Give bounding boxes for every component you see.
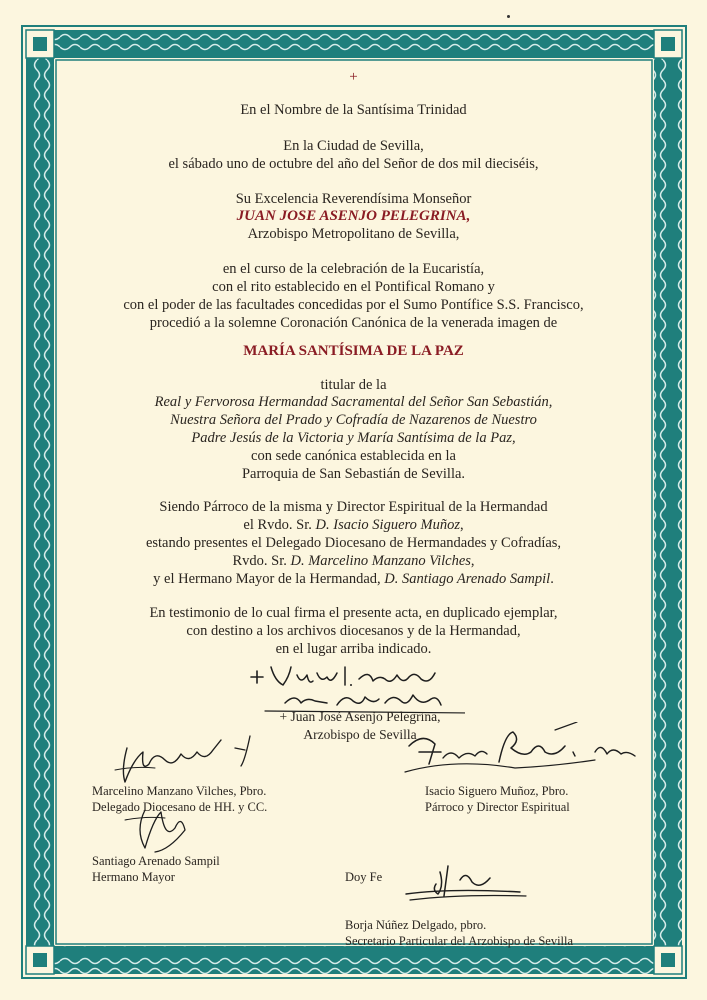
presence-line-4-pre: Rvdo. Sr. [232, 553, 291, 569]
presence-line-2-post: , [459, 517, 464, 533]
secretary-role: Secretario Particular del Arzobispo de Sevilla [345, 934, 574, 948]
presence-line-5-post: . [550, 571, 554, 587]
parish-priest-mention: D. Isacio Siguero Muñoz [315, 517, 460, 533]
brotherhood-line-3: Padre Jesús de la Victoria y María Santísima de la Paz, [191, 430, 516, 446]
seat-line-2: Parroquia de San Sebastián de Sevilla. [241, 466, 466, 482]
presence-line-3: estando presentes el Delegado Diocesano de Hermandades y Cofradías, [145, 535, 562, 551]
presence-line-4 [0, 552, 707, 570]
parish-priest-name: Isacio Siguero Muñoz, Pbro. [425, 784, 569, 798]
place: En la Ciudad de Sevilla, [283, 138, 424, 154]
brotherhood-line-2: Nuestra Señora del Prado y Cofradía de Nazarenos de Nuestro [170, 412, 537, 428]
parish-priest-signature [395, 722, 645, 784]
doy-fe: Doy Fe [345, 870, 383, 884]
officiant-role: Arzobispo Metropolitano de Sevilla, [247, 226, 460, 242]
brotherhood-line-1: Real y Fervorosa Hermandad Sacramental del Señor San Sebastián, [154, 394, 553, 410]
presence-line-5 [0, 570, 707, 588]
presence-line-2-pre: el Rvdo. Sr. [243, 517, 316, 533]
presence-line-1: Siendo Párroco de la misma y Director Espiritual de la Hermandad [159, 499, 548, 515]
secretary-name: Borja Núñez Delgado, pbro. [345, 918, 487, 932]
ceremony-line-2: con el rito establecido en el Pontifical Romano y [212, 279, 495, 295]
brother-major-mention: D. Santiago Arenado Sampil [384, 571, 551, 587]
presence-line-5-pre: y el Hermano Mayor de la Hermandad, [153, 571, 385, 587]
officiant-title: Su Excelencia Reverendísima Monseñor [235, 191, 472, 207]
titular-intro: titular de la [320, 377, 387, 393]
testimony-line-1: En testimonio de lo cual firma el presente acta, en duplicado ejemplar, [149, 605, 558, 621]
archbishop-name: + Juan José Asenjo Pelegrina, [279, 709, 441, 724]
archbishop-signature [245, 655, 465, 717]
archbishop-role: Arzobispo de Sevilla [303, 727, 417, 742]
brother-major-name: Santiago Arenado Sampil [92, 854, 220, 868]
secretary-signature [400, 860, 540, 908]
parish-priest-role: Párroco y Director Espiritual [425, 800, 570, 814]
presence-line-4-post: , [470, 553, 475, 569]
header-cross: + [349, 69, 358, 85]
ceremony-line-1: en el curso de la celebración de la Eucaristía, [222, 261, 485, 277]
brother-major-role: Hermano Mayor [92, 870, 175, 884]
seat-line-1: con sede canónica establecida en la [251, 448, 456, 464]
testimony-line-3: en el lugar arriba indicado. [275, 641, 432, 657]
ceremony-line-3: con el poder de las facultades concedidas por el Sumo Pontífice S.S. Francisco, [123, 297, 584, 313]
ink-dot [507, 15, 510, 18]
date: el sábado uno de octubre del año del Señor de dos mil dieciséis, [168, 156, 539, 172]
delegate-role: Delegado Diocesano de HH. y CC. [92, 800, 268, 814]
presence-line-2 [0, 516, 707, 534]
delegate-mention: D. Marcelino Manzano Vilches [290, 553, 471, 569]
delegate-name: Marcelino Manzano Vilches, Pbro. [92, 784, 267, 798]
invocation: En el Nombre de la Santísima Trinidad [240, 102, 467, 118]
image-name: MARÍA SANTÍSIMA DE LA PAZ [243, 343, 464, 359]
officiant-name: JUAN JOSE ASENJO PELEGRINA, [236, 208, 471, 224]
testimony-line-2: con destino a los archivos diocesanos y de la Hermandad, [186, 623, 521, 639]
ceremony-line-4: procedió a la solemne Coronación Canónica de la venerada imagen de [149, 315, 558, 331]
